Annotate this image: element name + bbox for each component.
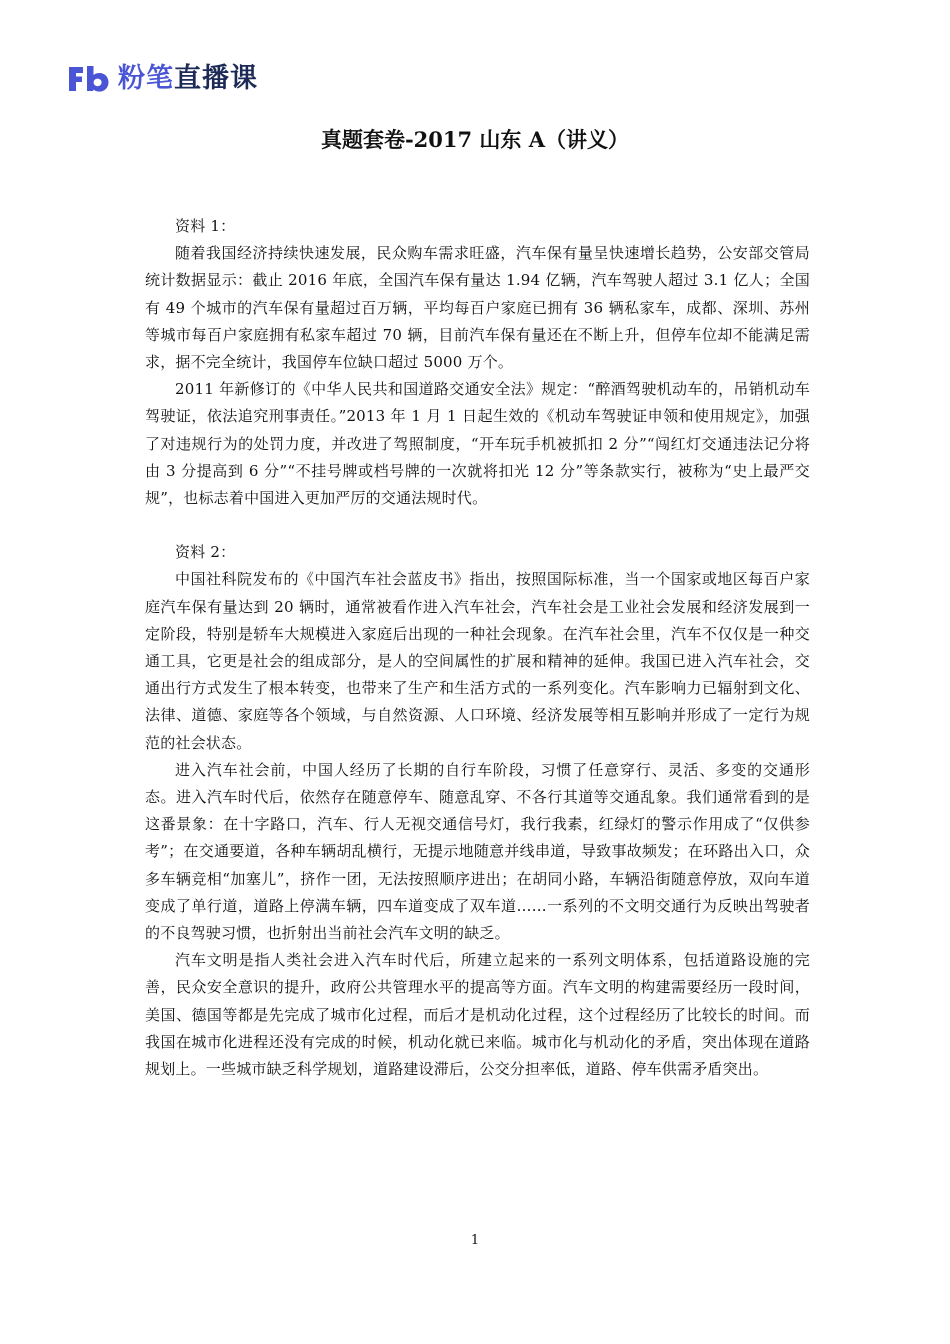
brand-subtitle: 直播课 bbox=[174, 63, 258, 94]
section-spacer bbox=[145, 512, 810, 539]
paragraph: 进入汽车社会前，中国人经历了长期的自行车阶段，习惯了任意穿行、灵活、多变的交通形态。进入汽车时代后，依然存在随意停车、随意乱穿、不各行其道等交通乱象。我们通常看到的是这番景象：在十字路口，汽车、行人无视交通信号灯，我行我素，红绿灯的警示作用成了“仅供参考”；在交通要道，各种车辆胡乱横行，无提示地随意并线串道，导致事故频发；在环路出入口，众多车辆竞相“加塞儿”，挤作一团，无法按照顺序进出；在胡同小路，车辆沿街随意停放，双向车道变成了单行道，道路上停满车辆，四车道变成了双车道……一系列的不文明交通行为反映出驾驶者的不良驾驶习惯，也折射出当前社会汽车文明的缺乏。 bbox=[145, 760, 810, 943]
page-number: 1 bbox=[470, 1233, 480, 1248]
document-body bbox=[145, 213, 810, 1083]
paragraph: 中国社科院发布的《中国汽车社会蓝皮书》指出，按照国际标准，当一个国家或地区每百户家庭汽车保有量达到 20 辆时，通常被看作进入汽车社会，汽车社会是工业社会发展和经济发展到一定阶段，特别是轿车大规模进入家庭后出现的一种社会现象。在汽车社会里，汽车不仅仅是一种交通工具，它更是社会的组成部分，是人的空间属性的扩展和精神的延伸。我国已进入汽车社会，交通出行方式发生了根本转变，也带来了生产和生活方式的一系列变化。汽车影响力已辐射到文化、法律、道德、家庭等各个领域，与自然资源、人口环境、经济发展等相互影响并形成了一定行为规范的社会状态。 bbox=[145, 570, 810, 752]
fb-logo-icon bbox=[66, 63, 112, 95]
brand-logo bbox=[66, 62, 258, 96]
brand-name: 粉笔 bbox=[118, 63, 174, 94]
section-label-2: 资料 2： bbox=[175, 543, 236, 562]
paragraph: 2011 年新修订的《中华人民共和国道路交通安全法》规定：“醉酒驾驶机动车的，吊销机动车驾驶证，依法追究刑事责任。”2013 年 1 月 1 日起生效的《机动车驾驶证申领和使用规定》，加强了对违规行为的处罚力度，并改进了驾照制度，“开车玩手机被抓扣 2 分”“闯红灯交通违法记分将由 3 分提高到 6 分”“不挂号牌或档号牌的一次就将扣光 12 分”等条款实行，被称为“史上最严交规”，也标志着中国进入更加严厉的交通法规时代。 bbox=[145, 380, 810, 508]
brand-wordmark bbox=[118, 63, 258, 95]
paragraph: 随着我国经济持续快速发展，民众购车需求旺盛，汽车保有量呈快速增长趋势，公安部交管局统计数据显示：截止 2016 年底，全国汽车保有量达 1.94 亿辆，汽车驾驶人超过 3.1 亿人；全国有 49 个城市的汽车保有量超过百万辆，平均每百户家庭已拥有 36 辆私家车，成都、深圳、苏州等城市每百户家庭拥有私家车超过 70 辆，目前汽车保有量还在不断上升，但停车位却不能满足需求，据不完全统计，我国停车位缺口超过 5000 万个。 bbox=[145, 244, 810, 372]
section-label-1: 资料 1： bbox=[175, 217, 236, 235]
document-title: 真题套卷-2017 山东 A（讲义） bbox=[320, 127, 630, 152]
paragraph: 汽车文明是指人类社会进入汽车时代后，所建立起来的一系列文明体系，包括道路设施的完善，民众安全意识的提升，政府公共管理水平的提高等方面。汽车文明的构建需要经历一段时间，美国、德国等都是先完成了城市化过程，而后才是机动化过程，这个过程经历了比较长的时间。而我国在城市化进程还没有完成的时候，机动化就已来临。城市化与机动化的矛盾，突出体现在道路规划上。一些城市缺乏科学规划，道路建设滞后，公交分担率低，道路、停车供需矛盾突出。 bbox=[145, 951, 810, 1079]
